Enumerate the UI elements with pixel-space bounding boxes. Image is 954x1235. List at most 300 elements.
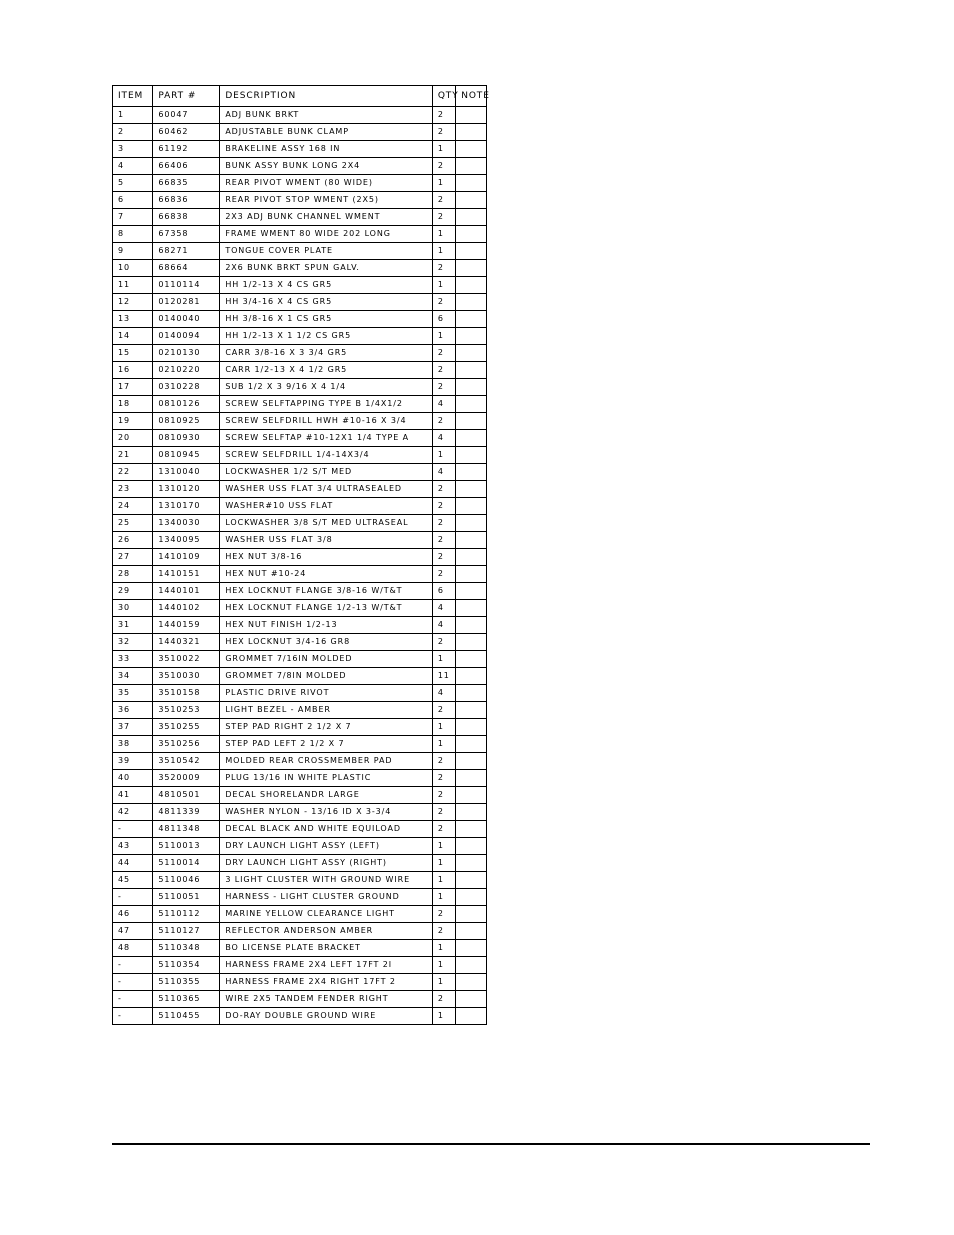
description-cell: HEX NUT FINISH 1/2-13 [220, 617, 433, 634]
description-cell: MARINE YELLOW CLEARANCE LIGHT [220, 906, 433, 923]
note-cell [456, 838, 487, 855]
description-cell: HARNESS FRAME 2X4 LEFT 17FT 2I [220, 957, 433, 974]
qty-cell: 2 [432, 804, 455, 821]
description-cell: WASHER USS FLAT 3/4 ULTRASEALED [220, 481, 433, 498]
part-number-cell: 3510030 [153, 668, 220, 685]
qty-cell: 1 [432, 277, 455, 294]
description-cell: STEP PAD RIGHT 2 1/2 X 7 [220, 719, 433, 736]
item-cell: 12 [113, 294, 153, 311]
table-header-row [113, 86, 487, 107]
note-cell [456, 600, 487, 617]
description-cell: ADJ BUNK BRKT [220, 107, 433, 124]
description-cell: 2X6 BUNK BRKT SPUN GALV. [220, 260, 433, 277]
header-qty: QTY [432, 86, 455, 107]
note-cell [456, 651, 487, 668]
note-cell [456, 736, 487, 753]
item-cell: 5 [113, 175, 153, 192]
note-cell [456, 362, 487, 379]
item-cell: 6 [113, 192, 153, 209]
qty-cell: 2 [432, 906, 455, 923]
table-row [113, 362, 487, 379]
table-row [113, 617, 487, 634]
part-number-cell: 0810126 [153, 396, 220, 413]
description-cell: WASHER NYLON - 13/16 ID X 3-3/4 [220, 804, 433, 821]
description-cell: GROMMET 7/16IN MOLDED [220, 651, 433, 668]
note-cell [456, 515, 487, 532]
description-cell: WASHER#10 USS FLAT [220, 498, 433, 515]
item-cell: - [113, 889, 153, 906]
table-row [113, 651, 487, 668]
part-number-cell: 3510022 [153, 651, 220, 668]
description-cell: SCREW SELFTAP #10-12X1 1/4 TYPE A [220, 430, 433, 447]
part-number-cell: 0210130 [153, 345, 220, 362]
description-cell: SCREW SELFTAPPING TYPE B 1/4X1/2 [220, 396, 433, 413]
item-cell: - [113, 1008, 153, 1025]
note-cell [456, 549, 487, 566]
table-row [113, 668, 487, 685]
part-number-cell: 5110046 [153, 872, 220, 889]
item-cell: 16 [113, 362, 153, 379]
table-row [113, 192, 487, 209]
note-cell [456, 413, 487, 430]
part-number-cell: 1440321 [153, 634, 220, 651]
note-cell [456, 923, 487, 940]
table-row [113, 277, 487, 294]
table-row [113, 209, 487, 226]
item-cell: 33 [113, 651, 153, 668]
part-number-cell: 5110051 [153, 889, 220, 906]
item-cell: - [113, 821, 153, 838]
header-description: DESCRIPTION [220, 86, 433, 107]
table-row [113, 345, 487, 362]
note-cell [456, 345, 487, 362]
note-cell [456, 702, 487, 719]
note-cell [456, 940, 487, 957]
part-number-cell: 1340030 [153, 515, 220, 532]
note-cell [456, 124, 487, 141]
item-cell: 18 [113, 396, 153, 413]
part-number-cell: 4810501 [153, 787, 220, 804]
description-cell: BUNK ASSY BUNK LONG 2X4 [220, 158, 433, 175]
item-cell: 26 [113, 532, 153, 549]
table-row [113, 566, 487, 583]
qty-cell: 4 [432, 396, 455, 413]
item-cell: 29 [113, 583, 153, 600]
item-cell: 47 [113, 923, 153, 940]
item-cell: 40 [113, 770, 153, 787]
note-cell [456, 566, 487, 583]
item-cell: 23 [113, 481, 153, 498]
item-cell: 34 [113, 668, 153, 685]
qty-cell: 1 [432, 974, 455, 991]
item-cell: 22 [113, 464, 153, 481]
note-cell [456, 464, 487, 481]
item-cell: 30 [113, 600, 153, 617]
note-cell [456, 481, 487, 498]
qty-cell: 1 [432, 838, 455, 855]
item-cell: 41 [113, 787, 153, 804]
description-cell: GROMMET 7/8IN MOLDED [220, 668, 433, 685]
part-number-cell: 4811348 [153, 821, 220, 838]
part-number-cell: 5110455 [153, 1008, 220, 1025]
part-number-cell: 1440159 [153, 617, 220, 634]
item-cell: 32 [113, 634, 153, 651]
item-cell: 11 [113, 277, 153, 294]
note-cell [456, 532, 487, 549]
qty-cell: 1 [432, 736, 455, 753]
part-number-cell: 5110014 [153, 855, 220, 872]
table-row [113, 821, 487, 838]
header-part-number: PART # [153, 86, 220, 107]
part-number-cell: 3510542 [153, 753, 220, 770]
note-cell [456, 141, 487, 158]
part-number-cell: 68271 [153, 243, 220, 260]
qty-cell: 2 [432, 515, 455, 532]
description-cell: CARR 1/2-13 X 4 1/2 GR5 [220, 362, 433, 379]
item-cell: 24 [113, 498, 153, 515]
part-number-cell: 0110114 [153, 277, 220, 294]
table-row [113, 685, 487, 702]
part-number-cell: 3520009 [153, 770, 220, 787]
table-row [113, 243, 487, 260]
note-cell [456, 617, 487, 634]
note-cell [456, 260, 487, 277]
table-row [113, 753, 487, 770]
item-cell: 39 [113, 753, 153, 770]
qty-cell: 2 [432, 209, 455, 226]
qty-cell: 2 [432, 753, 455, 770]
qty-cell: 4 [432, 617, 455, 634]
qty-cell: 4 [432, 685, 455, 702]
description-cell: FRAME WMENT 80 WIDE 202 LONG [220, 226, 433, 243]
table-row [113, 702, 487, 719]
note-cell [456, 396, 487, 413]
description-cell: MOLDED REAR CROSSMEMBER PAD [220, 753, 433, 770]
note-cell [456, 209, 487, 226]
table-row [113, 515, 487, 532]
part-number-cell: 1310120 [153, 481, 220, 498]
part-number-cell: 68664 [153, 260, 220, 277]
description-cell: 3 LIGHT CLUSTER WITH GROUND WIRE [220, 872, 433, 889]
description-cell: DO-RAY DOUBLE GROUND WIRE [220, 1008, 433, 1025]
qty-cell: 1 [432, 226, 455, 243]
description-cell: 2X3 ADJ BUNK CHANNEL WMENT [220, 209, 433, 226]
item-cell: 36 [113, 702, 153, 719]
qty-cell: 1 [432, 243, 455, 260]
description-cell: REAR PIVOT WMENT (80 WIDE) [220, 175, 433, 192]
item-cell: 3 [113, 141, 153, 158]
part-number-cell: 67358 [153, 226, 220, 243]
note-cell [456, 957, 487, 974]
note-cell [456, 889, 487, 906]
item-cell: 7 [113, 209, 153, 226]
table-row [113, 549, 487, 566]
qty-cell: 2 [432, 991, 455, 1008]
table-row [113, 396, 487, 413]
qty-cell: 4 [432, 430, 455, 447]
note-cell [456, 872, 487, 889]
item-cell: 42 [113, 804, 153, 821]
table-row [113, 600, 487, 617]
description-cell: PLASTIC DRIVE RIVOT [220, 685, 433, 702]
table-row [113, 158, 487, 175]
table-row [113, 770, 487, 787]
table-row [113, 923, 487, 940]
note-cell [456, 821, 487, 838]
description-cell: HH 3/8-16 X 1 CS GR5 [220, 311, 433, 328]
table-row [113, 141, 487, 158]
qty-cell: 2 [432, 413, 455, 430]
qty-cell: 2 [432, 124, 455, 141]
description-cell: DRY LAUNCH LIGHT ASSY (RIGHT) [220, 855, 433, 872]
description-cell: WIRE 2X5 TANDEM FENDER RIGHT [220, 991, 433, 1008]
qty-cell: 2 [432, 294, 455, 311]
description-cell: SUB 1/2 X 3 9/16 X 4 1/4 [220, 379, 433, 396]
qty-cell: 2 [432, 702, 455, 719]
description-cell: DRY LAUNCH LIGHT ASSY (LEFT) [220, 838, 433, 855]
qty-cell: 2 [432, 379, 455, 396]
note-cell [456, 1008, 487, 1025]
item-cell: - [113, 974, 153, 991]
table-row [113, 804, 487, 821]
item-cell: 38 [113, 736, 153, 753]
description-cell: WASHER USS FLAT 3/8 [220, 532, 433, 549]
description-cell: CARR 3/8-16 X 3 3/4 GR5 [220, 345, 433, 362]
item-cell: 45 [113, 872, 153, 889]
qty-cell: 2 [432, 923, 455, 940]
item-cell: 21 [113, 447, 153, 464]
note-cell [456, 974, 487, 991]
qty-cell: 2 [432, 532, 455, 549]
header-item: ITEM [113, 86, 153, 107]
qty-cell: 2 [432, 498, 455, 515]
description-cell: PLUG 13/16 IN WHITE PLASTIC [220, 770, 433, 787]
note-cell [456, 175, 487, 192]
table-row [113, 719, 487, 736]
description-cell: HEX NUT 3/8-16 [220, 549, 433, 566]
qty-cell: 4 [432, 464, 455, 481]
table-row [113, 175, 487, 192]
table-row [113, 583, 487, 600]
part-number-cell: 5110013 [153, 838, 220, 855]
part-number-cell: 5110112 [153, 906, 220, 923]
parts-table-body [113, 107, 487, 1025]
qty-cell: 1 [432, 719, 455, 736]
table-row [113, 906, 487, 923]
table-row [113, 260, 487, 277]
note-cell [456, 498, 487, 515]
part-number-cell: 1410109 [153, 549, 220, 566]
description-cell: DECAL BLACK AND WHITE EQUILOAD [220, 821, 433, 838]
qty-cell: 2 [432, 566, 455, 583]
description-cell: SCREW SELFDRILL 1/4-14X3/4 [220, 447, 433, 464]
qty-cell: 6 [432, 583, 455, 600]
header-note: NOTE [456, 86, 487, 107]
note-cell [456, 787, 487, 804]
description-cell: LIGHT BEZEL - AMBER [220, 702, 433, 719]
description-cell: LOCKWASHER 1/2 S/T MED [220, 464, 433, 481]
table-row [113, 481, 487, 498]
qty-cell: 2 [432, 549, 455, 566]
part-number-cell: 0310228 [153, 379, 220, 396]
part-number-cell: 5110355 [153, 974, 220, 991]
table-row [113, 974, 487, 991]
description-cell: TONGUE COVER PLATE [220, 243, 433, 260]
qty-cell: 1 [432, 141, 455, 158]
part-number-cell: 3510158 [153, 685, 220, 702]
description-cell: LOCKWASHER 3/8 S/T MED ULTRASEAL [220, 515, 433, 532]
table-row [113, 855, 487, 872]
note-cell [456, 906, 487, 923]
qty-cell: 2 [432, 345, 455, 362]
part-number-cell: 1440101 [153, 583, 220, 600]
table-row [113, 430, 487, 447]
part-number-cell: 0810925 [153, 413, 220, 430]
description-cell: REFLECTOR ANDERSON AMBER [220, 923, 433, 940]
parts-list-table [112, 85, 490, 1025]
footer-divider [112, 1143, 870, 1145]
item-cell: 46 [113, 906, 153, 923]
description-cell: HEX LOCKNUT FLANGE 1/2-13 W/T&T [220, 600, 433, 617]
part-number-cell: 0210220 [153, 362, 220, 379]
qty-cell: 1 [432, 1008, 455, 1025]
item-cell: 25 [113, 515, 153, 532]
qty-cell: 2 [432, 770, 455, 787]
note-cell [456, 719, 487, 736]
table-row [113, 311, 487, 328]
item-cell: 37 [113, 719, 153, 736]
qty-cell: 2 [432, 260, 455, 277]
part-number-cell: 1410151 [153, 566, 220, 583]
note-cell [456, 685, 487, 702]
part-number-cell: 61192 [153, 141, 220, 158]
description-cell: BRAKELINE ASSY 168 IN [220, 141, 433, 158]
item-cell: 17 [113, 379, 153, 396]
note-cell [456, 277, 487, 294]
table-row [113, 532, 487, 549]
table-row [113, 889, 487, 906]
qty-cell: 1 [432, 175, 455, 192]
qty-cell: 6 [432, 311, 455, 328]
description-cell: HARNESS FRAME 2X4 RIGHT 17FT 2 [220, 974, 433, 991]
part-number-cell: 66836 [153, 192, 220, 209]
item-cell: 8 [113, 226, 153, 243]
table-row [113, 634, 487, 651]
part-number-cell: 5110354 [153, 957, 220, 974]
item-cell: 20 [113, 430, 153, 447]
qty-cell: 2 [432, 158, 455, 175]
description-cell: HEX NUT #10-24 [220, 566, 433, 583]
note-cell [456, 753, 487, 770]
item-cell: 13 [113, 311, 153, 328]
item-cell: 10 [113, 260, 153, 277]
table-row [113, 940, 487, 957]
note-cell [456, 107, 487, 124]
note-cell [456, 192, 487, 209]
item-cell: 28 [113, 566, 153, 583]
part-number-cell: 1340095 [153, 532, 220, 549]
part-number-cell: 60047 [153, 107, 220, 124]
qty-cell: 1 [432, 957, 455, 974]
note-cell [456, 226, 487, 243]
qty-cell: 2 [432, 787, 455, 804]
description-cell: SCREW SELFDRILL HWH #10-16 X 3/4 [220, 413, 433, 430]
note-cell [456, 430, 487, 447]
description-cell: HH 1/2-13 X 4 CS GR5 [220, 277, 433, 294]
table-row [113, 124, 487, 141]
item-cell: 2 [113, 124, 153, 141]
table-row [113, 1008, 487, 1025]
part-number-cell: 3510256 [153, 736, 220, 753]
note-cell [456, 634, 487, 651]
item-cell: 14 [113, 328, 153, 345]
part-number-cell: 0120281 [153, 294, 220, 311]
table-row [113, 107, 487, 124]
item-cell: - [113, 991, 153, 1008]
item-cell: 4 [113, 158, 153, 175]
description-cell: HH 3/4-16 X 4 CS GR5 [220, 294, 433, 311]
table-row [113, 957, 487, 974]
part-number-cell: 0810930 [153, 430, 220, 447]
part-number-cell: 66835 [153, 175, 220, 192]
description-cell: HH 1/2-13 X 1 1/2 CS GR5 [220, 328, 433, 345]
table-row [113, 379, 487, 396]
part-number-cell: 66406 [153, 158, 220, 175]
description-cell: HARNESS - LIGHT CLUSTER GROUND [220, 889, 433, 906]
table-row [113, 498, 487, 515]
note-cell [456, 311, 487, 328]
note-cell [456, 583, 487, 600]
qty-cell: 11 [432, 668, 455, 685]
table-row [113, 838, 487, 855]
part-number-cell: 1310170 [153, 498, 220, 515]
qty-cell: 1 [432, 328, 455, 345]
part-number-cell: 0140094 [153, 328, 220, 345]
item-cell: 15 [113, 345, 153, 362]
qty-cell: 1 [432, 940, 455, 957]
qty-cell: 2 [432, 481, 455, 498]
qty-cell: 1 [432, 855, 455, 872]
item-cell: 9 [113, 243, 153, 260]
description-cell: REAR PIVOT STOP WMENT (2X5) [220, 192, 433, 209]
item-cell: 27 [113, 549, 153, 566]
description-cell: HEX LOCKNUT 3/4-16 GR8 [220, 634, 433, 651]
item-cell: 19 [113, 413, 153, 430]
note-cell [456, 991, 487, 1008]
description-cell: DECAL SHORELANDR LARGE [220, 787, 433, 804]
description-cell: STEP PAD LEFT 2 1/2 X 7 [220, 736, 433, 753]
qty-cell: 2 [432, 107, 455, 124]
part-number-cell: 1310040 [153, 464, 220, 481]
note-cell [456, 447, 487, 464]
part-number-cell: 0810945 [153, 447, 220, 464]
part-number-cell: 5110365 [153, 991, 220, 1008]
table-row [113, 328, 487, 345]
part-number-cell: 3510255 [153, 719, 220, 736]
table-row [113, 294, 487, 311]
part-number-cell: 4811339 [153, 804, 220, 821]
item-cell: - [113, 957, 153, 974]
note-cell [456, 158, 487, 175]
table-row [113, 872, 487, 889]
description-cell: HEX LOCKNUT FLANGE 3/8-16 W/T&T [220, 583, 433, 600]
qty-cell: 2 [432, 634, 455, 651]
part-number-cell: 5110348 [153, 940, 220, 957]
item-cell: 44 [113, 855, 153, 872]
note-cell [456, 668, 487, 685]
table-row [113, 413, 487, 430]
part-number-cell: 5110127 [153, 923, 220, 940]
